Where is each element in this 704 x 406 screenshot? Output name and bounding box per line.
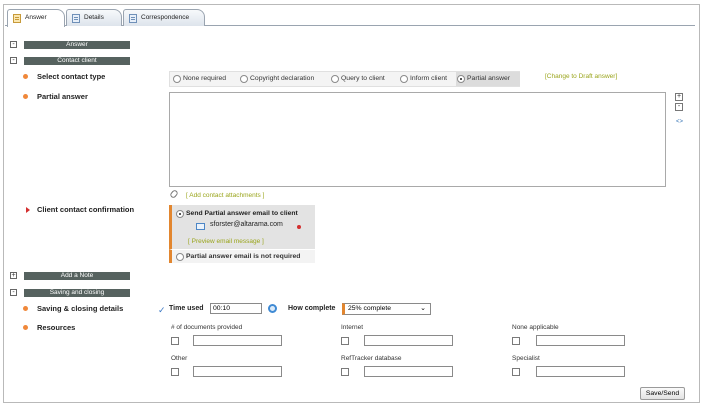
expand-icon[interactable]: +: [676, 93, 682, 100]
resource-internet-input[interactable]: [364, 335, 453, 346]
saving-closing-details-label: Saving & closing details: [37, 304, 124, 313]
time-used-label: Time used: [169, 305, 204, 312]
radio-selected-icon: [457, 75, 465, 83]
resource-reftracker-label: RefTracker database: [341, 355, 402, 362]
tab-correspondence-label: Correspondence: [141, 14, 190, 21]
expand-arrow-icon: [26, 207, 30, 213]
recipient-email: sforster@altarama.com: [210, 221, 283, 228]
tab-details[interactable]: [66, 9, 122, 26]
document-icon: [72, 14, 80, 23]
how-complete-label: How complete: [288, 305, 336, 312]
save-send-button[interactable]: Save/Send: [640, 387, 685, 400]
collapse-saving-toggle[interactable]: -: [10, 289, 17, 296]
email-not-required-label: Partial answer email is not required: [186, 253, 301, 260]
radio-selected-icon: [176, 210, 184, 218]
resource-internet-checkbox[interactable]: [341, 337, 349, 345]
radio-none-required[interactable]: [172, 72, 226, 86]
resource-documents-label: # of documents provided: [171, 324, 243, 331]
collapse-answer-toggle[interactable]: -: [10, 41, 17, 48]
resource-specialist-checkbox[interactable]: [512, 368, 520, 376]
radio-copyright-declaration[interactable]: [239, 72, 314, 86]
radio-icon: [240, 75, 248, 83]
resource-none-applicable-checkbox[interactable]: [512, 337, 520, 345]
collapse-contact-toggle[interactable]: -: [10, 57, 17, 64]
send-email-label: Send Partial answer email to client: [186, 210, 298, 217]
document-icon: [129, 14, 137, 23]
document-icon: [13, 14, 21, 23]
resource-other-checkbox[interactable]: [171, 368, 179, 376]
radio-send-email[interactable]: [175, 207, 298, 221]
radio-query-to-client[interactable]: [330, 72, 385, 86]
resource-documents-checkbox[interactable]: [171, 337, 179, 345]
radio-query-label: Query to client: [341, 75, 385, 82]
contact-type-radio-group: [169, 71, 520, 87]
required-bullet-icon: [23, 325, 28, 330]
required-bullet-icon: [23, 94, 28, 99]
resource-reftracker-input[interactable]: [364, 366, 453, 377]
resources-label: Resources: [37, 323, 76, 332]
radio-inform-label: Inform client: [410, 75, 448, 82]
radio-copyright-label: Copyright declaration: [250, 75, 315, 82]
radio-icon: [331, 75, 339, 83]
add-attachments-link[interactable]: [ Add contact attachments ]: [186, 192, 265, 199]
resource-documents-input[interactable]: [193, 335, 282, 346]
radio-none-required-label: None required: [183, 75, 227, 82]
required-marker-icon: [297, 225, 301, 229]
tab-answer[interactable]: [7, 9, 65, 27]
radio-partial-answer[interactable]: [456, 72, 520, 86]
required-bullet-icon: [23, 306, 28, 311]
expand-note-toggle[interactable]: +: [11, 272, 16, 279]
select-contact-type-label: Select contact type: [37, 72, 106, 81]
resource-other-label: Other: [171, 355, 188, 362]
time-used-input[interactable]: [210, 303, 262, 314]
radio-icon: [173, 75, 181, 83]
checkmark-icon: ✓: [158, 305, 166, 315]
clock-icon[interactable]: [268, 304, 277, 313]
radio-icon: [176, 253, 184, 261]
tab-answer-label: Answer: [25, 14, 47, 21]
radio-email-not-required[interactable]: [175, 250, 300, 264]
section-header-saving-closing: Saving and closing: [24, 289, 130, 297]
shrink-icon[interactable]: -: [675, 103, 683, 111]
chevron-down-icon: ⌄: [420, 305, 426, 312]
how-complete-select[interactable]: [342, 303, 431, 315]
preview-email-link[interactable]: [ Preview email message ]: [188, 238, 264, 245]
client-contact-confirmation-label: Client contact confirmation: [37, 205, 135, 214]
radio-icon: [400, 75, 408, 83]
no-email-option-panel: [169, 249, 315, 263]
resource-specialist-label: Specialist: [512, 355, 540, 362]
radio-inform-client[interactable]: [399, 72, 447, 86]
section-header-contact-client: Contact client: [24, 57, 130, 65]
resource-other-input[interactable]: [193, 366, 282, 377]
tab-correspondence[interactable]: [123, 9, 205, 26]
change-to-draft-link[interactable]: [Change to Draft answer]: [545, 73, 618, 80]
resource-internet-label: Internet: [341, 324, 364, 331]
section-header-answer: Answer: [24, 41, 130, 49]
tab-bar: [5, 9, 695, 26]
envelope-icon: [196, 223, 205, 230]
html-source-icon[interactable]: <>: [675, 119, 683, 125]
partial-answer-textarea[interactable]: [169, 92, 666, 187]
required-bullet-icon: [23, 74, 28, 79]
resource-specialist-input[interactable]: [536, 366, 625, 377]
how-complete-value: 25% complete: [348, 305, 392, 312]
radio-partial-label: Partial answer: [467, 75, 511, 82]
tab-details-label: Details: [84, 14, 104, 21]
section-header-add-note: Add a Note: [24, 272, 130, 280]
partial-answer-label: Partial answer: [37, 92, 88, 101]
resource-reftracker-checkbox[interactable]: [341, 368, 349, 376]
resource-none-applicable-input[interactable]: [536, 335, 625, 346]
resource-none-applicable-label: None applicable: [512, 324, 559, 331]
